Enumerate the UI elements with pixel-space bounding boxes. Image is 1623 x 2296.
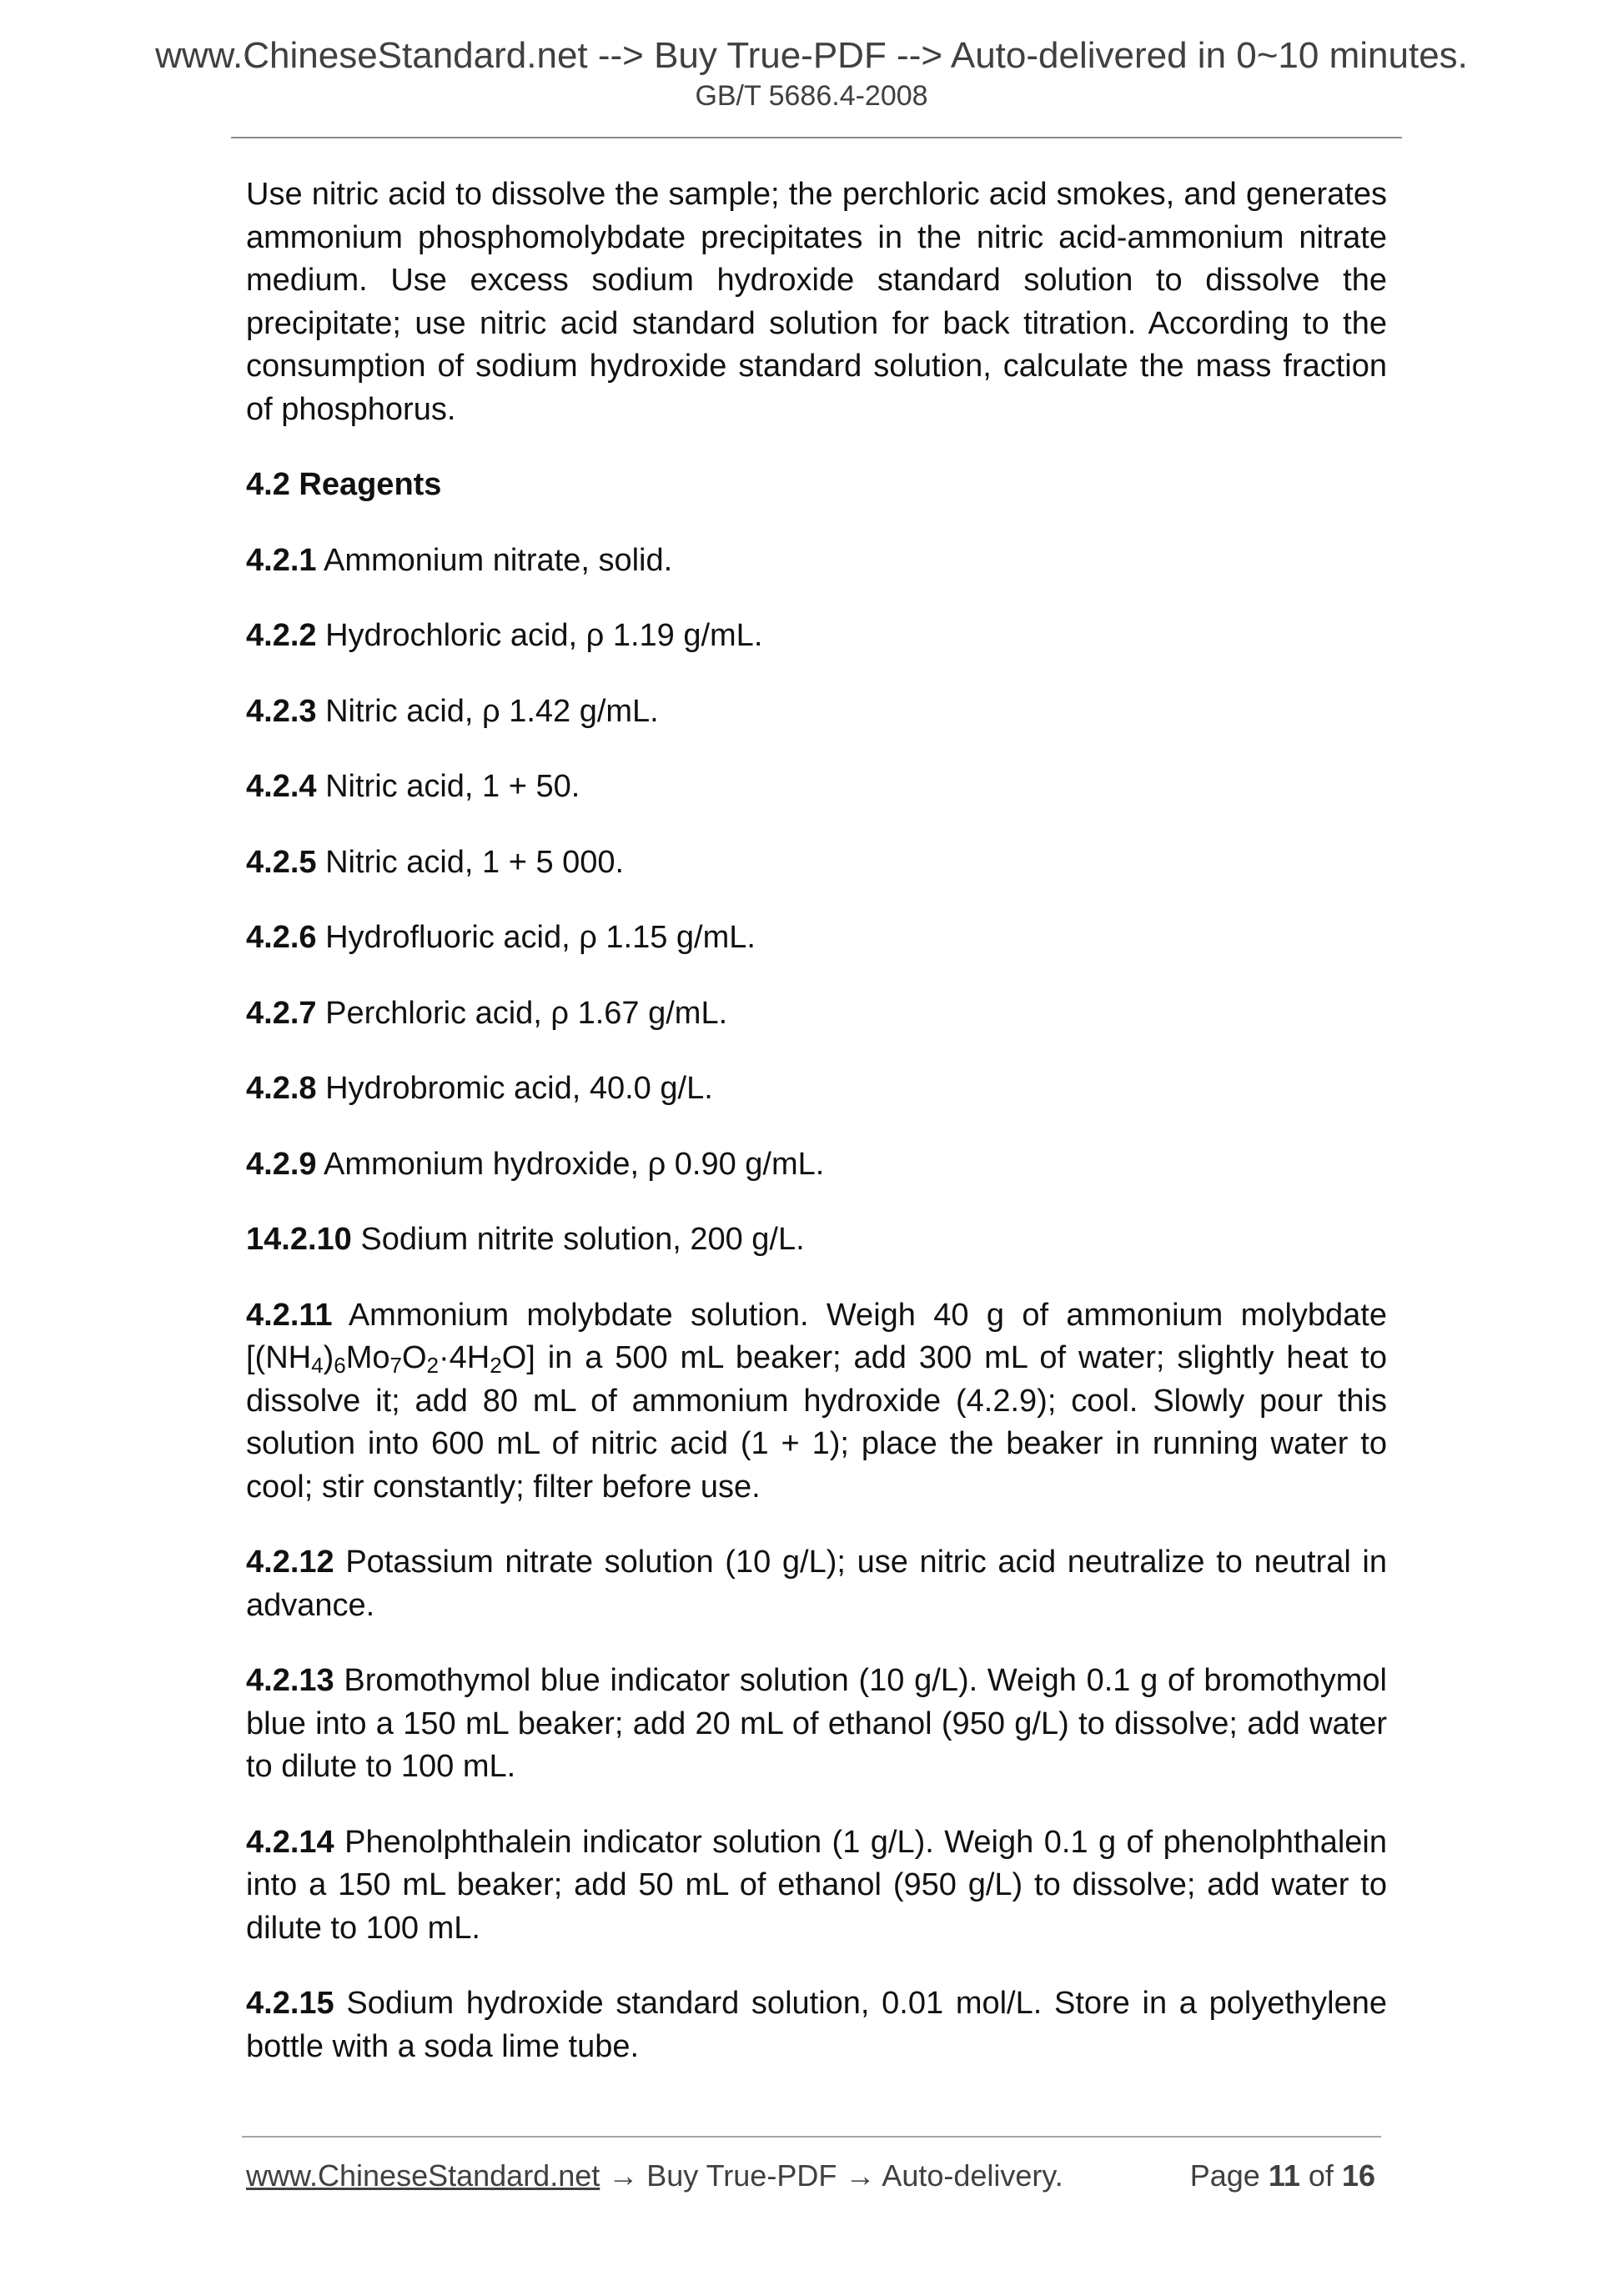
clause-text: Phenolphthalein indicator solution (1 g/L). Weigh 0.1 g of phenolphthalein into a 150 mL beaker; add 50 mL of ethanol (950 g/L) to dissolve; add water to dilute to 100 mL.	[246, 1824, 1387, 1946]
clause-text: Nitric acid, 1 + 50.	[325, 769, 580, 804]
clause-number: 4.2.3	[246, 693, 317, 729]
clause-text: Hydrobromic acid, 40.0 g/L.	[325, 1071, 713, 1106]
header-divider	[231, 137, 1402, 138]
reagent-item	[246, 1821, 1387, 1951]
clause-text: Sodium hydroxide standard solution, 0.01 mol/L. Store in a polyethylene bottle with a soda lime tube.	[246, 1986, 1387, 2064]
reagent-item	[246, 1541, 1387, 1627]
clause-number: 4.2.8	[246, 1071, 317, 1106]
intro-paragraph: Use nitric acid to dissolve the sample; the perchloric acid smokes, and generates ammonium phosphomolybdate precipitates in the nitric acid-ammonium nitrate medium. Use excess sodium hydroxide standard solution to dissolve the precipitate; use nitric acid standard solution for back titration. According to the consumption of sodium hydroxide standard solution, calculate the mass fraction of phosphorus.	[246, 177, 1387, 427]
reagent-item	[246, 917, 1387, 960]
clause-text: Perchloric acid, ρ 1.67 g/mL.	[325, 995, 728, 1031]
clause-number: 4.2.4	[246, 769, 317, 804]
clause-number: 4.2.11	[246, 1297, 333, 1333]
clause-number: 4.2.5	[246, 844, 317, 880]
reagent-item	[246, 1218, 1387, 1262]
clause-text: Ammonium hydroxide, ρ 0.90 g/mL.	[324, 1146, 825, 1182]
page-footer	[246, 2158, 1375, 2200]
page-indicator: Page 11 of 16	[1189, 2158, 1375, 2193]
footer-divider	[242, 2136, 1381, 2138]
clause-text: Potassium nitrate solution (10 g/L); use nitric acid neutralize to neutral in advance.	[246, 1545, 1388, 1623]
reagent-item-ammonium-molybdate: 4.2.11 Ammonium molybdate solution. Weigh 40 g of ammonium molybdate $[(NH_4)_6Mo_7O_2\cdot 4H_2O]$ in a 500 mL beaker; add 300 mL of water; slightly heat to dissolve it; add 80 mL of ammonium hydroxide (4.2.9); cool. Slowly pour this solution into 600 mL of nitric acid (1 + 1); place the beaker in running water to cool; stir constantly; filter before use.	[246, 1297, 1387, 1505]
reagent-item	[246, 1068, 1387, 1111]
clause-number: 4.2.7	[246, 995, 317, 1031]
reagent-item	[246, 842, 1387, 885]
footer-site-link[interactable]: www.ChineseStandard.net	[246, 2158, 600, 2193]
reagent-item	[246, 992, 1387, 1036]
clause-number: 4.2.12	[246, 1545, 334, 1580]
clause-number: 4.2.14	[246, 1824, 334, 1860]
clause-text: Sodium nitrite solution, 200 g/L.	[360, 1222, 805, 1257]
current-page: 11	[1268, 2158, 1300, 2193]
section-heading-reagents: 4.2 Reagents	[246, 467, 442, 502]
clause-text: Ammonium nitrate, solid.	[324, 542, 673, 578]
clause-text: Bromothymol blue indicator solution (10 g/L). Weigh 0.1 g of bromothymol blue into a 150 mL beaker; add 20 mL of ethanol (950 g/L) to dissolve; add water to dilute to 100 mL.	[246, 1663, 1388, 1784]
reagent-item	[246, 1982, 1387, 2068]
clause-number: 4.2.1	[246, 542, 317, 578]
clause-text: Hydrochloric acid, ρ 1.19 g/mL.	[325, 618, 763, 653]
reagent-item	[246, 1660, 1387, 1789]
reagent-item	[246, 766, 1387, 809]
reagent-item	[246, 1143, 1387, 1187]
footer-tagline: → Buy True-PDF → Auto-delivery.	[600, 2158, 1063, 2193]
clause-number: 4.2.15	[246, 1986, 334, 2021]
document-body	[246, 173, 1387, 2068]
reagent-item	[246, 540, 1387, 583]
clause-number: 4.2.2	[246, 618, 317, 653]
clause-number: 4.2.9	[246, 1146, 317, 1182]
total-pages: 16	[1341, 2158, 1375, 2193]
clause-number: 4.2.6	[246, 920, 317, 955]
reagent-item	[246, 615, 1387, 658]
top-banner: www.ChineseStandard.net --> Buy True-PDF --> Auto-delivered in 0~10 minutes.	[155, 35, 1468, 76]
clause-text: Nitric acid, ρ 1.42 g/mL.	[325, 693, 659, 729]
clause-text: Hydrofluoric acid, ρ 1.15 g/mL.	[325, 920, 756, 955]
standard-code: GB/T 5686.4-2008	[695, 80, 928, 112]
clause-number: 14.2.10	[246, 1222, 352, 1257]
clause-text: Nitric acid, 1 + 5 000.	[325, 844, 625, 880]
clause-number: 4.2.13	[246, 1663, 334, 1698]
reagent-item	[246, 691, 1387, 734]
